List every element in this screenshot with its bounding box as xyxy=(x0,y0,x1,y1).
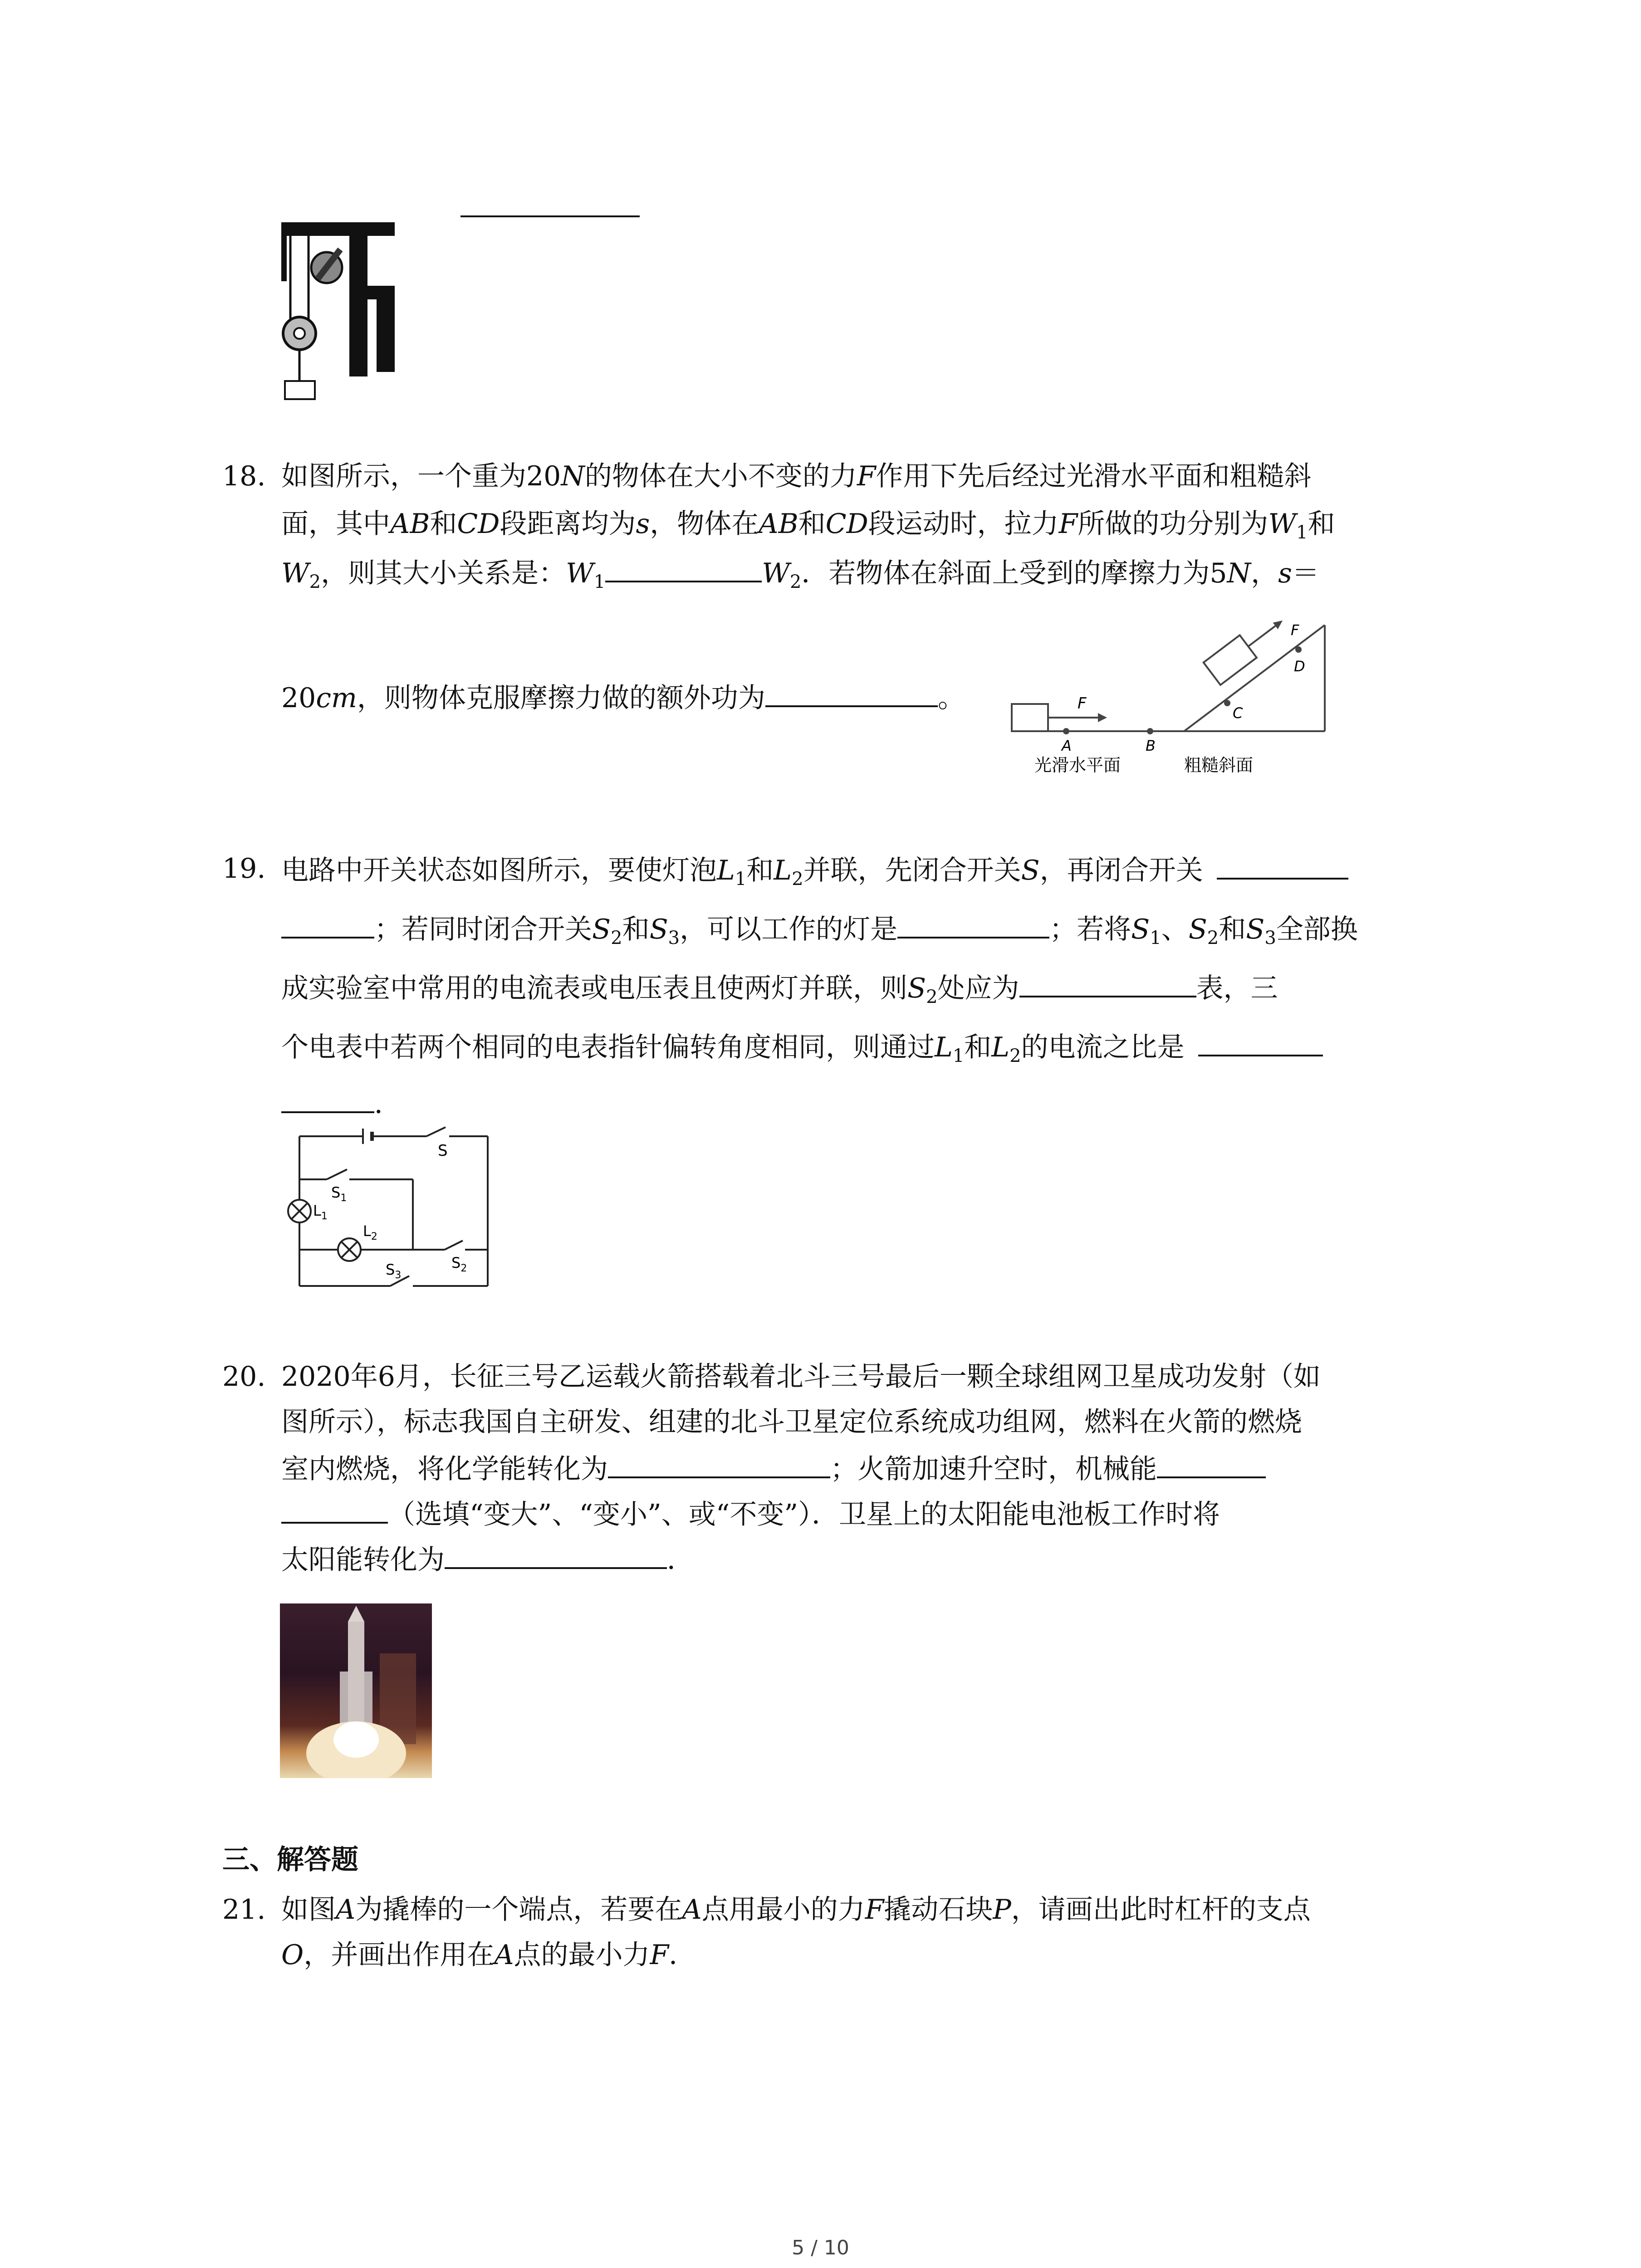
q19-blank-meter-type[interactable] xyxy=(1019,964,1196,997)
page-number: 5 / 10 xyxy=(792,2236,849,2259)
q19-line-1: 电路中开关状态如图所示，要使灯泡$L_1$和$L_2$并联，先闭合开关S，再闭合开关 xyxy=(281,846,1348,902)
q21-line-2: O，并画出作用在A点的最小力F． xyxy=(281,1939,696,1971)
q20-line-3: 室内燃烧，将化学能转化为 ；火箭加速升空时，机械能 xyxy=(281,1445,1266,1492)
q20-line-4: （选填“变大”、“变小”、或“不变”）．卫星上的太阳能电池板工作时将 xyxy=(281,1490,1220,1537)
q18-blank-compare[interactable] xyxy=(605,549,762,582)
q18-line-4: 20cm，则物体克服摩擦力做的额外功为 。 xyxy=(281,674,965,721)
q18-line-3: $W_2$，则其大小关系是：$W_1$ $W_2$．若物体在斜面上受到的摩擦力为5N，s＝ xyxy=(281,549,1319,605)
q19-fig-label-s1: $S_1$ xyxy=(331,1184,347,1204)
q18-fig-caption-left: 光滑水平面 xyxy=(1034,755,1121,775)
q18-fig-label-b: B xyxy=(1146,737,1156,754)
q19-blank-ratio-part1[interactable] xyxy=(1198,1023,1323,1056)
q19-blank-switch-part2[interactable] xyxy=(281,905,374,938)
q18-fig-caption-right: 粗糙斜面 xyxy=(1184,755,1254,775)
q18-fig-label-c: C xyxy=(1233,704,1243,722)
q19-fig-label-l2: $L_2$ xyxy=(363,1222,377,1242)
q18-blank-extra-work[interactable] xyxy=(765,674,938,707)
q20-blank-solar[interactable] xyxy=(445,1535,667,1569)
q21-number: 21. xyxy=(222,1894,266,1926)
section-3-title: 三、解答题 xyxy=(222,1844,358,1876)
q17-pulley-figure xyxy=(272,218,399,408)
q17-answer-blank[interactable] xyxy=(460,179,640,217)
q20-blank-mech-part2[interactable] xyxy=(281,1490,388,1524)
q18-line-2: 面，其中AB和CD段距离均为s，物体在AB和CD段运动时，拉力F所做的功分别为$W_1$和 xyxy=(281,508,1335,543)
q19-line-5: ． xyxy=(281,1080,402,1127)
q19-blank-ratio-part2[interactable] xyxy=(281,1080,374,1113)
q20-rocket-photo xyxy=(280,1603,432,1778)
q20-line-1: 2020年6月，长征三号乙运载火箭搭载着北斗三号最后一颗全球组网卫星成功发射（如 xyxy=(281,1361,1321,1393)
q19-blank-switch-part1[interactable] xyxy=(1217,846,1348,880)
q18-fig-label-a: A xyxy=(1062,737,1072,754)
q19-number: 19. xyxy=(222,853,266,885)
q20-number: 20. xyxy=(222,1361,266,1393)
q18-line-1: 如图所示，一个重为20N的物体在大小不变的力F作用下先后经过光滑水平面和粗糙斜 xyxy=(281,460,1312,492)
q20-blank-mech-part1[interactable] xyxy=(1157,1445,1266,1478)
rocket-icon xyxy=(280,1603,432,1778)
q20-line-5: 太阳能转化为 ． xyxy=(281,1535,694,1583)
q18-number: 18. xyxy=(222,460,266,492)
q18-fig-label-f1: F xyxy=(1078,694,1087,713)
q21-line-1: 如图A为撬棒的一个端点，若要在A点用最小的力F撬动石块P，请画出此时杠杆的支点 xyxy=(281,1894,1311,1926)
q19-fig-label-s2: $S_2$ xyxy=(451,1254,467,1274)
q19-line-2: ；若同时闭合开关$S_2$和$S_3$，可以工作的灯是 ；若将$S_1$、$S_2$和$S_3$全部换 xyxy=(281,905,1358,961)
q19-fig-label-s: S xyxy=(438,1142,448,1160)
q20-blank-chem-energy[interactable] xyxy=(608,1445,830,1478)
q19-line-4: 个电表中若两个相同的电表指针偏转角度相同，则通过$L_1$和$L_2$的电流之比是 xyxy=(281,1023,1323,1079)
q19-circuit-figure xyxy=(277,1125,504,1297)
q18-incline-figure xyxy=(994,612,1347,780)
q19-fig-label-l1: $L_1$ xyxy=(313,1202,328,1222)
q19-blank-working-lamp[interactable] xyxy=(897,905,1049,938)
q19-line-3: 成实验室中常用的电流表或电压表且使两灯并联，则$S_2$处应为 表，三 xyxy=(281,964,1278,1020)
q18-fig-label-f2: F xyxy=(1291,621,1299,639)
q19-fig-label-s3: $S_3$ xyxy=(386,1261,402,1281)
q20-line-2: 图所示），标志我国自主研发、组建的北斗卫星定位系统成功组网，燃料在火箭的燃烧 xyxy=(281,1406,1302,1438)
q18-fig-label-d: D xyxy=(1294,658,1305,675)
